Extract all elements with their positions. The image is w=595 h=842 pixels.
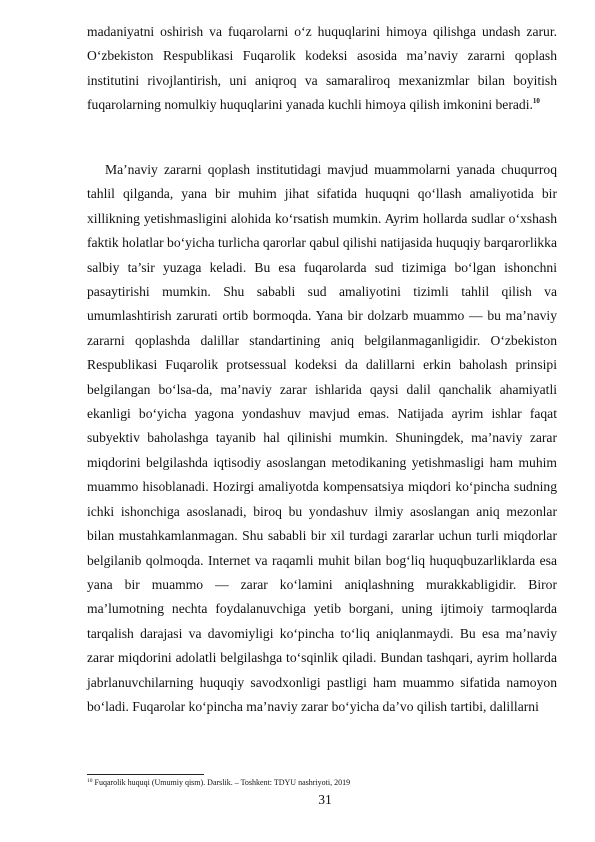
- footnote-text: Fuqarolik huquqi (Umumiy qism). Darslik. – Toshkent: TDYU nashriyoti, 2019: [94, 778, 351, 787]
- body-paragraph-1: [87, 20, 557, 118]
- paragraph-1-text: madaniyatni oshirish va fuqarolarni o‘z huquqlarini himoya qilishga undash zarur. O‘zbekiston Respublikasi Fuqarolik kodeksi asosida ma’naviy zararni qoplash institutini rivojlantirish, uni aniqroq va samaraliroq mexanizmlar bilan boyitish fuqarolarning nomulkiy huquqlarini yanada kuchli himoya qilish imkonini beradi.: [87, 24, 557, 113]
- footnote: [87, 778, 557, 788]
- body-paragraph-2: Ma’naviy zararni qoplash institutidagi mavjud muammolarni yanada chuqurroq tahlil qilganda, yana bir muhim jihat sifatida huquqni qo‘llash amaliyotida bir xillikning yetishmasligini alohida ko‘rsatish mumkin. Ayrim hollarda sudlar o‘xshash faktik holatlar bo‘yicha turlicha qarorlar qabul qilishi natijasida huquqiy barqarorlikka salbiy ta’sir yuzaga keladi. Bu esa fuqarolarda sud tizimiga bo‘lgan ishonchni pasaytirishi mumkin. Shu sababli sud amaliyotini tizimli tahlil qilish va umumlashtirish zarurati ortib bormoqda. Yana bir dolzarb muammo — bu ma’naviy zararni qoplashda dalillar standartining aniq belgilanmaganligidir. O‘zbekiston Respublikasi Fuqarolik protsessual kodeksi da dalillarni erkin baholash prinsipi belgilangan bo‘lsa-da, ma’naviy zarar ishlarida qaysi dalil qanchalik ahamiyatli ekanligi bo‘yicha yagona yondashuv mavjud emas. Natijada ayrim ishlar faqat subyektiv baholashga tayanib hal qilinishi mumkin. Shuningdek, ma’naviy zarar miqdorini belgilashda iqtisodiy asoslangan metodikaning yetishmasligi ham muhim muammo hisoblanadi. Hozirgi amaliyotda kompensatsiya miqdori ko‘pincha sudning ichki ishonchiga asoslanadi, biroq bu yondashuv ilmiy asoslangan aniq mezonlar bilan mustahkamlanmagan. Shu sababli bir xil turdagi zararlar uchun turli miqdorlar belgilanib qolmoqda. Internet va raqamli muhit bilan bog‘liq huquqbuzarliklarda esa yana bir muammo — zarar ko‘lamini aniqlashning murakkabligidir. Biror ma’lumotning nechta foydalanuvchiga yetib borgani, uning ijtimoiy tarmoqlarda tarqalish darajasi va davomiyligi ko‘pincha to‘liq aniqlanmaydi. Bu esa ma’naviy zarar miqdorini adolatli belgilashga to‘sqinlik qiladi. Bundan tashqari, ayrim hollarda jabrlanuvchilarning huquqiy savodxonligi pastligi ham muammo sifatida namoyon bo‘ladi. Fuqarolar ko‘pincha ma’naviy zarar bo‘yicha da’vo qilish tartibi, dalillarni: [87, 162, 557, 714]
- footnote-reference[interactable]: 10: [532, 97, 540, 106]
- footnote-separator: [87, 774, 204, 775]
- footnote-number: 10: [87, 778, 93, 784]
- page-number: 31: [318, 792, 332, 807]
